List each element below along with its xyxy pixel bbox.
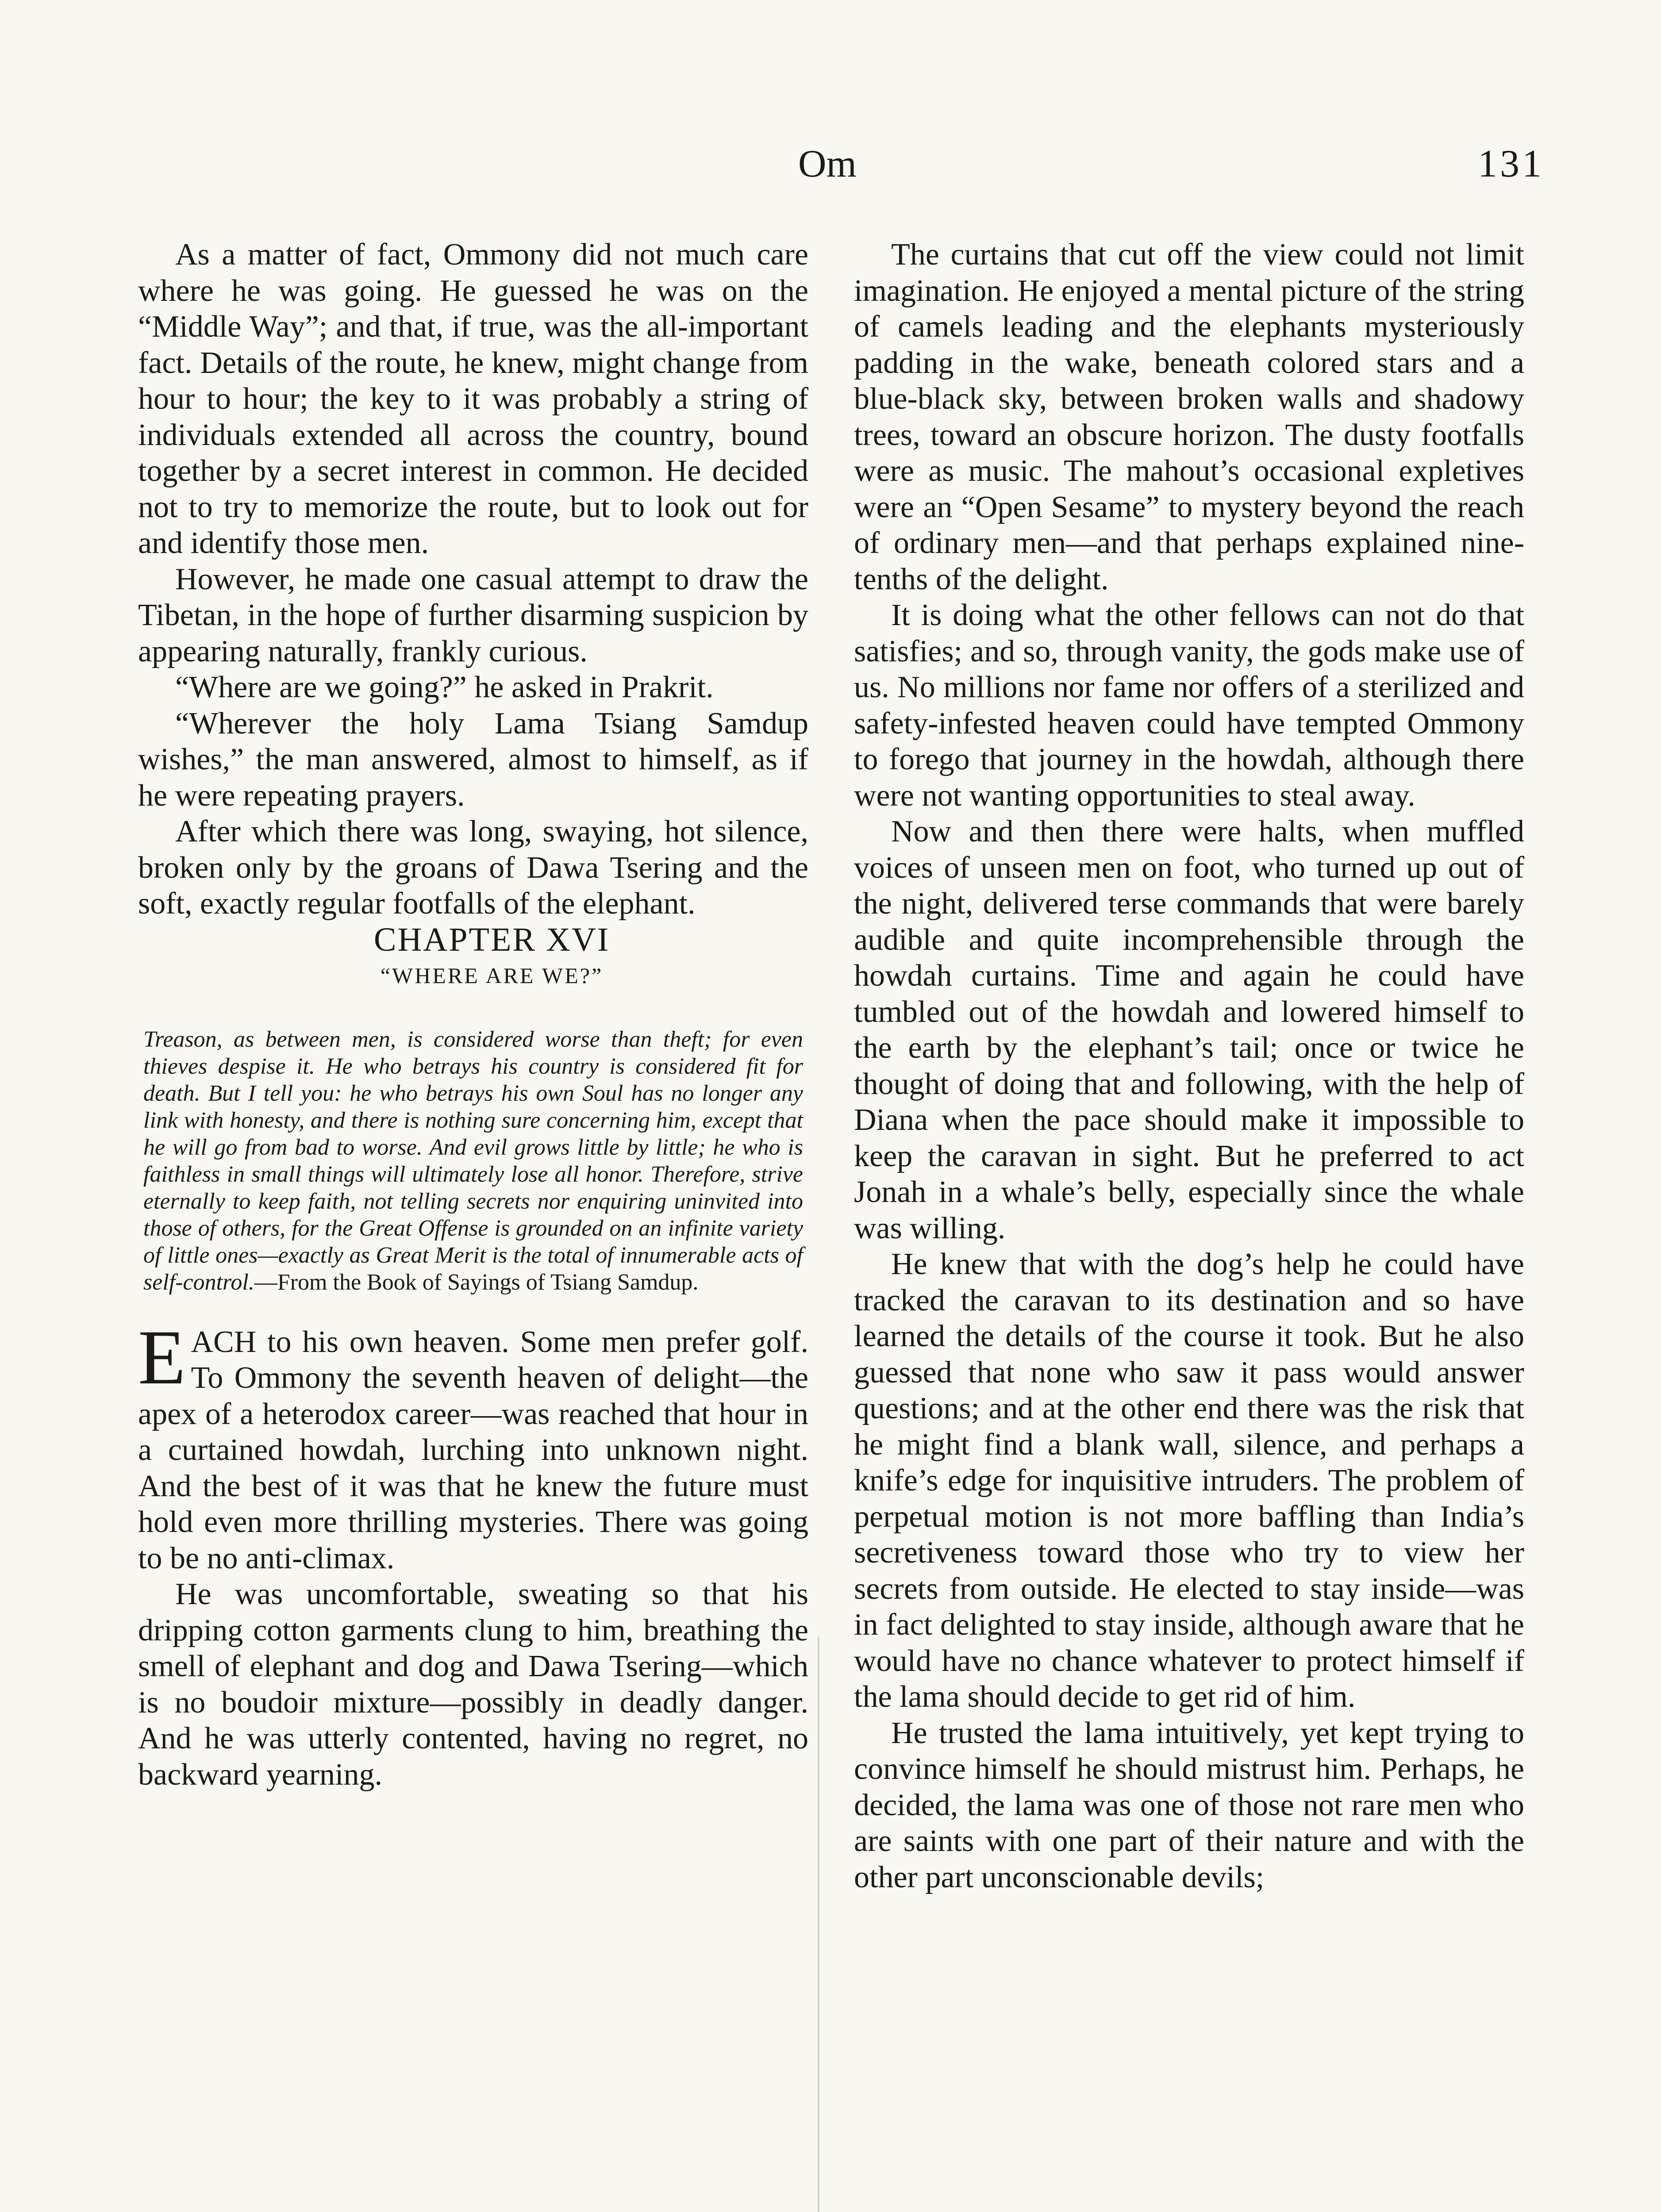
paragraph: It is doing what the other fellows can not do that satisfies; and so, through vanity, the gods make use of us. No millions nor fame nor offers of a sterilized and safety-infested heaven could have tempted Ommony to forego that journey in the howdah, although there were not wanting opportunities to steal away. <box>854 598 1524 813</box>
page-number: 131 <box>1478 142 1544 185</box>
left-column <box>138 237 808 1793</box>
paragraph: He trusted the lama intuitively, yet kept trying to convince himself he should mistrust him. Perhaps, he decided, the lama was one of those not rare men who are saints with one part of their nature and with the other part unconscionable devils; <box>854 1716 1524 1894</box>
chapter-opening <box>138 1314 808 1793</box>
chapter-epigraph <box>143 1026 803 1296</box>
paragraph: “Wherever the holy Lama Tsiang Samdup wishes,” the man answered, almost to himself, as if he were repeating prayers. <box>138 706 808 813</box>
running-title: Om <box>798 142 857 185</box>
right-column <box>854 237 1524 1895</box>
epigraph-attribution: —From the Book of Sayings of Tsiang Samdup. <box>254 1269 699 1295</box>
gutter-mark <box>818 1637 819 2212</box>
chapter-title: CHAPTER XVI <box>373 921 610 958</box>
paragraph: “Where are we going?” he asked in Prakrit. <box>175 670 714 704</box>
chapter-subtitle: “WHERE ARE WE?” <box>380 963 604 988</box>
opening-paragraph <box>138 1314 808 1577</box>
paragraph: He was uncomfortable, sweating so that his dripping cotton garments clung to him, breathing the smell of elephant and dog and Dawa Tsering—which is no boudoir mixture—possibly in deadly danger. And he was utterly contented, having no regret, no backward yearning. <box>138 1577 808 1792</box>
paragraph: However, he made one casual attempt to draw the Tibetan, in the hope of further disarming suspicion by appearing naturally, frankly curious. <box>138 562 808 668</box>
paragraph: He knew that with the dog’s help he could have tracked the caravan to its destination and so have learned the details of the course it took. But he also guessed that none who saw it pass would answer questions; and at the other end there was the risk that he might find a blank wall, silence, and perhaps a knife’s edge for inquisitive intruders. The problem of perpetual motion is not more baffling than India’s secretiveness toward those who try to view her secrets from outside. He elected to stay inside—was in fact delighted to stay inside, although aware that he would have no chance whatever to protect himself if the lama should decide to get rid of him. <box>854 1247 1524 1714</box>
paragraph: The curtains that cut off the view could not limit imagination. He enjoyed a mental picture of the string of camels leading and the elephants mysteriously padding in the wake, beneath colored stars and a blue-black sky, between broken walls and shadowy trees, toward an obscure horizon. The dusty footfalls were as music. The mahout’s occasional expletives were an “Open Sesame” to mystery beyond the reach of ordinary men—and that perhaps explained nine-tenths of the delight. <box>854 238 1524 596</box>
drop-cap: E <box>138 1314 186 1401</box>
opening-paragraph-text: ACH to his own heaven. Some men prefer golf. To Ommony the seventh heaven of delight—the apex of a heterodox career—was reached that hour in a curtained howdah, lurching into unknown night. And the best of it was that he knew the future must hold even more thrilling mysteries. There was going to be no anti-climax. <box>138 1325 808 1575</box>
epigraph-text: Treason, as between men, is considered worse than theft; for even thieves despise it. He who betrays his country is considered fit for death. But I tell you: he who betrays his own Soul has no longer any link with honesty, and there is nothing sure concerning him, except that he will go from bad to worse. And evil grows little by little; he who is faithless in small things will ultimately lose all honor. Therefore, strive eternally to keep faith, not telling secrets nor enquiring uninvited into those of others, for the Great Offense is grounded on an infinite variety of little ones—exactly as Great Merit is the total of innumerable acts of self-control. <box>143 1026 803 1295</box>
paragraph: After which there was long, swaying, hot silence, broken only by the groans of Dawa Tsering and the soft, exactly regular footfalls of the elephant. <box>138 814 808 921</box>
page-header <box>0 142 1661 204</box>
paragraph: Now and then there were halts, when muffled voices of unseen men on foot, who turned up out of the night, delivered terse commands that were barely audible and quite incomprehensible through the howdah curtains. Time and again he could have tumbled out of the howdah and lowered himself to the earth by the elephant’s tail; once or twice he thought of doing that and following, with the help of Diana when the pace should make it impossible to keep the caravan in sight. But he preferred to act Jonah in a whale’s belly, especially since the whale was willing. <box>854 814 1524 1245</box>
paragraph: As a matter of fact, Ommony did not much care where he was going. He guessed he was on the “Middle Way”; and that, if true, was the all-important fact. Details of the route, he knew, might change from hour to hour; the key to it was probably a string of individuals extended all across the country, bound together by a secret interest in common. He decided not to try to memorize the route, but to look out for and identify those men. <box>138 238 808 560</box>
